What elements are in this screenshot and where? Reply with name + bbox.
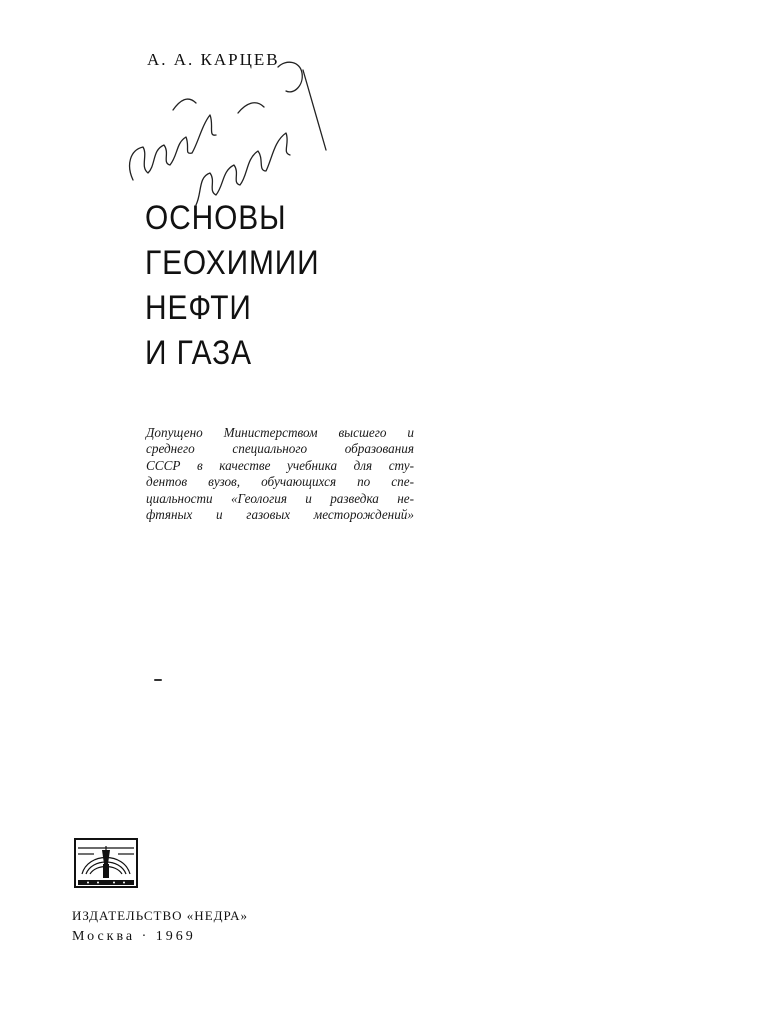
publisher-logo <box>74 838 138 888</box>
title-line: ГЕОХИМИИ <box>145 244 320 282</box>
place-and-year: Москва · 1969 <box>72 929 196 944</box>
approval-line: среднего специального образования <box>146 441 414 457</box>
title-line: И ГАЗА <box>145 334 252 372</box>
approval-line: фтяных и газовых месторождений» <box>146 507 414 523</box>
approval-line: циальности «Геология и разведка не- <box>146 490 414 506</box>
book-title <box>145 196 320 376</box>
approval-line: СССР в качестве учебника для сту- <box>146 457 414 473</box>
publisher-name: ИЗДАТЕЛЬСТВО «НЕДРА» <box>72 908 248 923</box>
approval-statement <box>146 425 414 523</box>
author-name: А. А. КАРЦЕВ <box>147 50 280 69</box>
approval-line: Допущено Министерством высшего и <box>146 425 414 440</box>
title-line: ОСНОВЫ <box>145 199 287 237</box>
stray-mark <box>154 679 162 681</box>
approval-line: дентов вузов, обучающихся по спе- <box>146 474 414 490</box>
title-line: НЕФТИ <box>145 289 252 327</box>
